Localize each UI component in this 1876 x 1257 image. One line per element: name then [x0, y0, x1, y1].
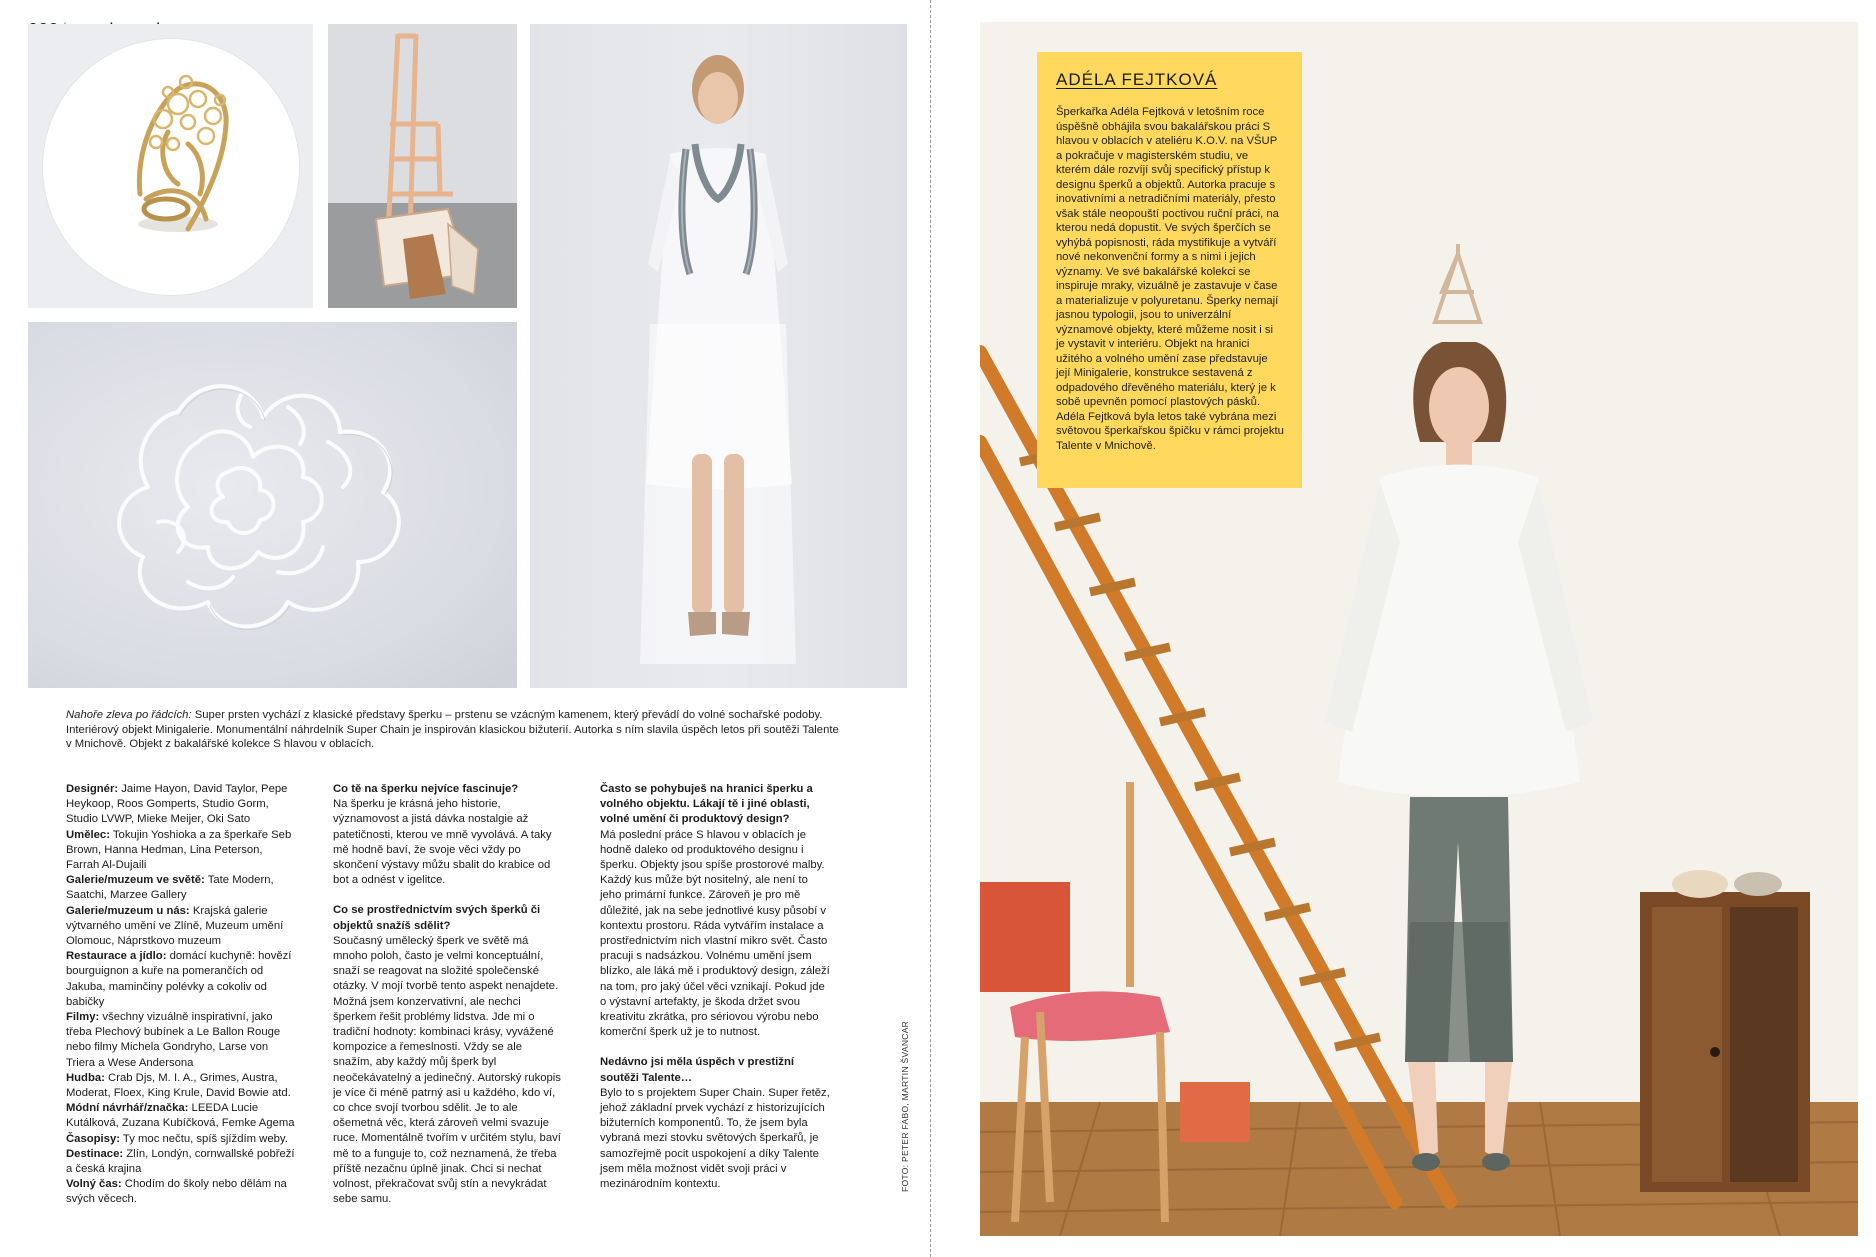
favorite-item: Destinace: Zlín, Londýn, cornwallské pobřeží a česká krajina [66, 1147, 295, 1176]
necklace-photo [530, 24, 907, 688]
interview-answer: Na šperku je krásná jeho historie, významovost a jistá dávka nostalgie až patetičnosti, kterou ve mně vyvolává. A taky mě hodně baví, že svoje věci vždy po skončení výstavy můžu sbalit do krabice od bot a odnést v igelitce. [333, 798, 552, 887]
caption-lead: Nahoře zleva po řádcích: [66, 709, 192, 721]
favorite-item: Filmy: všechny vizuálně inspirativní, jako třeba Plechový bubínek a Le Ballon Rouge nebo filmy Michela Gondryho, Larse von Triera a Wese Andersona [66, 1011, 281, 1069]
bio-title: ADÉLA FEJTKOVÁ [1056, 70, 1218, 89]
interview-question: Často se pohybuješ na hranici šperku a volného objektu. Lákají tě i jiné oblasti, volné umění či produktový design? [600, 783, 813, 826]
bio-box [1037, 52, 1302, 488]
favorites-column [66, 782, 296, 1208]
ring-drawing [28, 24, 313, 308]
photo-credit: FOTO: PETER FABO, MARTIN ŠVANCAR [900, 1020, 910, 1192]
interview-answer: Současný umělecký šperk ve světě má mnoho poloh, často je velmi konceptuální, snaží se reagovat na složité společenské otázky. V mojí tvorbě tento aspekt nenajdete. Možná jsem konzervativní, ale nechci šperkem řešit problémy lidstva. Jde mi o tradiční hodnoty: kombinaci krásy, vyvážené kompozice a řemeslnosti. Vždy se ale snažím, aby každý můj šperk byl neočekávatelný a jedinečný. Autorský rukopis je více či méně patrný asi u každého, kdo ví, co chce svojí tvorbou sdělit. Je to ale ošemetná věc, která zároveň velmi svazuje ruce. Momentálně tvořím v určitém stylu, baví mě to a funguje to, což neznamená, že třeba příště nezačnu úplně jinak. Chci si nechat volnost, překračovat svůj stín a nevykrádat sebe samu. [333, 934, 561, 1206]
ring-photo [28, 24, 313, 308]
bio-text: Šperkařka Adéla Fejtková v letošním roce úspěšně obhájila svou bakalářskou práci S hlavou v oblacích v ateliéru K.O.V. na VŠUP a pokračuje v magisterském studiu, ve kterém dále rozvíjí svůj specifický přístup k designu šperků a objektů. Autorka pracuje s inovativními a netradičními materiály, přesto však stále neopouští poctivou ruční práci, na kterou nedá dopustit. Ve svých šperčích se vyhýbá popisnosti, ráda mystifikuje a vytváří nové nekonvenční formy a s nimi i jejich významy. Ve své bakalářské kolekci se inspiruje mraky, vizuálně je zastavuje v čase a materializuje v polyuretanu. Šperky nemají jasnou typologii, jsou to univerzální významové objekty, které můžeme nosit i si je vystavit v interiéru. Objekt na hranici užitého a volného umění zase představuje její Minigalerie, konstrukce sestavená z odpadového dřevěného materiálu, který je k sobě upevněn pomocí plastových pásků. Adéla Fejtková byla letos také vybrána mezi světovou šperkařskou špičku v rámci projektu Talente v Mnichově. [1056, 106, 1284, 452]
favorite-item: Galerie/muzeum u nás: Krajská galerie výtvarného umění ve Zlíně, Muzeum umění Olomouc, Náprstkovo muzeum [66, 904, 284, 948]
page-fold [930, 0, 931, 1257]
favorite-item: Časopisy: Ty moc nečtu, spíš sjíždím weby. [66, 1132, 288, 1145]
model-drawing [530, 24, 907, 688]
favorite-item: Módní návrhář/značka: LEEDA Lucie Kutálková, Zuzana Kubíčková, Femke Agema [66, 1102, 295, 1130]
cloud-object-photo [28, 322, 517, 688]
caption-text: Super prsten vychází z klasické představy šperku – prstenu se vzácným kamenem, který převádí do volné sochařské podoby. Interiérový objekt Minigalerie. Monumentální náhrdelník Super Chain je inspirován klasickou bižuterií. Autorka s ním slavila úspěch letos při soutěži Talente v Mnichově. Objekt z bakalářské kolekce S hlavou v oblacích. [66, 709, 839, 750]
favorite-item: Restaurace a jídlo: domácí kuchyně: hovězí bourguignon a kuře na pomerančích od Jakuba, maminčiny polévky a cokoliv od babičky [66, 950, 292, 1008]
favorite-item: Galerie/muzeum ve světě: Tate Modern, Saatchi, Marzee Gallery [66, 874, 274, 902]
interview-column-2 [333, 782, 563, 1207]
interview-answer: Bylo to s projektem Super Chain. Super řetěz, jehož základní prvek vychází z historizujících bižuterních komponentů. To, že jsem byla vybraná mezi stovku světových šperkařů, je samozřejmě pocit uspokojení a díky Talente jsem měla možnost vidět svoji práci v mezinárodním kontextu. [600, 1086, 830, 1191]
favorite-item: Volný čas: Chodím do školy nebo dělám na svých věcech. [66, 1178, 287, 1206]
photo-caption [66, 708, 846, 752]
interview-question: Nedávno jsi měla úspěch v prestižní soutěži Talente… [600, 1056, 794, 1084]
interview-answer: Má poslední práce S hlavou v oblacích je hodně daleko od produktového designu i šperku. Objekty jsou spíše prostorové malby. Každý kus může být nositelný, ale není to jeho primární funkce. Zároveň je pro mě důležité, jak na sebe jednotlivé kusy působí v kontextu prostoru. Ráda vytvářím instalace a prostřednictvím nich vlastní mikro svět. Často pracuji s nadsázkou. Volnému umění jsem blízko, ale láká mě i produktový design, záleží na tom, pro jaký účel věci vznikají. Pokud jde o výstavní artefakty, je škoda držet svou kreativitu zkrátka, pro sériovou výrobu nebo komerční šperk už je to nutnost. [600, 828, 830, 1039]
interview-question: Co tě na šperku nejvíce fascinuje? [333, 783, 519, 795]
favorite-item: Hudba: Crab Djs, M. I. A., Grimes, Austra, Moderat, Floex, King Krule, David Bowie atd. [66, 1071, 291, 1100]
interview-question: Co se prostřednictvím svých šperků či objektů snažíš sdělit? [333, 904, 541, 932]
favorite-item: Umělec: Tokujin Yoshioka a za šperkaře Seb Brown, Hanna Hedman, Lina Peterson, Farrah Al-Dujaili [66, 828, 292, 872]
interview-column-3 [600, 782, 830, 1192]
favorite-item: Designér: Jaime Hayon, David Taylor, Pepe Heykoop, Roos Gomperts, Studio Gorm, Studio LVWP, Mieke Meijer, Oki Sato [66, 783, 288, 826]
cloud-drawing [28, 322, 517, 688]
minigalerie-drawing [328, 24, 517, 308]
minigalerie-photo [328, 24, 517, 308]
